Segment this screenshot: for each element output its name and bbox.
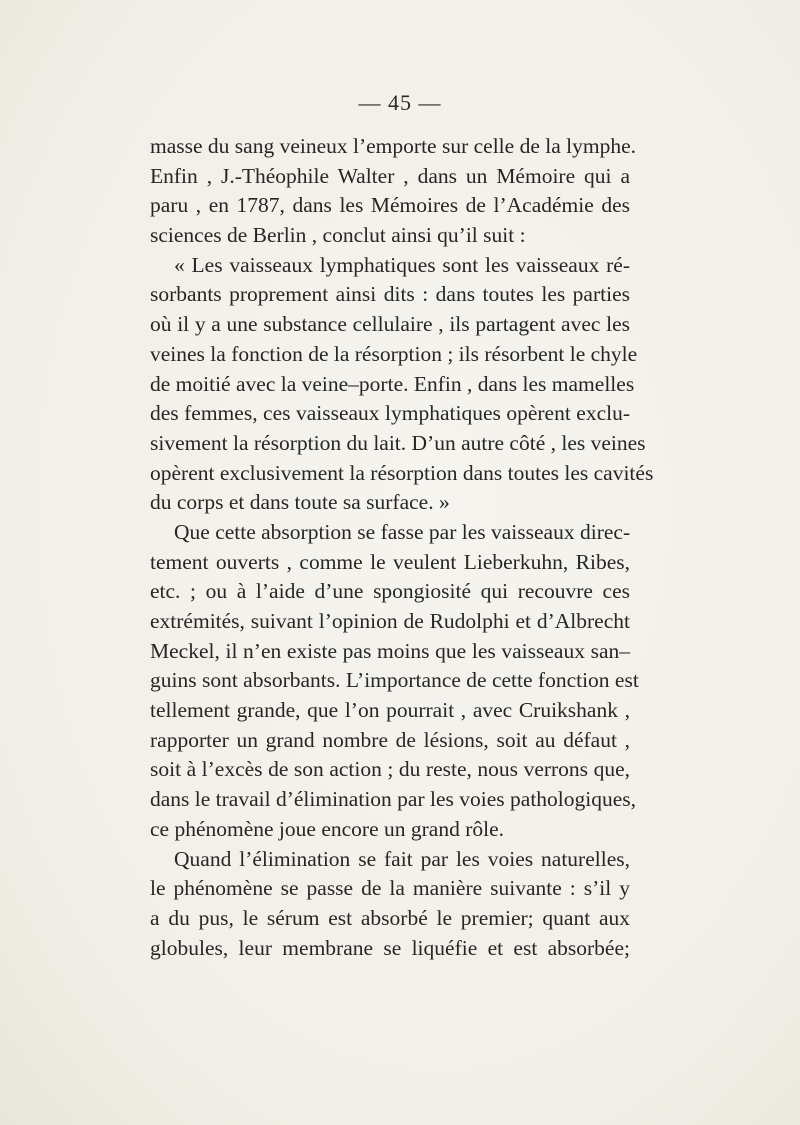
text-line: a du pus, le sérum est absorbé le premier; quant aux xyxy=(150,905,630,930)
text-line: tement ouverts , comme le veulent Lieberkuhn, Ribes, xyxy=(150,549,630,574)
text-line: tellement grande, que l’on pourrait , avec Cruikshank , xyxy=(150,698,630,723)
text-line: sciences de Berlin , conclut ainsi qu’il suit : xyxy=(150,223,526,248)
text-line: dans le travail d’élimination par les voies pathologiques, xyxy=(150,787,637,812)
text-line: paru , en 1787, dans les Mémoires de l’Académie des xyxy=(150,193,630,218)
text-line: globules, leur membrane se liquéfie et est absorbée; xyxy=(150,935,630,960)
text-line: Enfin , J.-Théophile Walter , dans un Mémoire qui a xyxy=(150,163,630,188)
body-text xyxy=(150,132,654,963)
text-line: Que cette absorption se fasse par les vaisseaux direc- xyxy=(174,519,631,544)
text-line: Quand l’élimination se fait par les voies naturelles, xyxy=(174,846,630,871)
text-line: Meckel, il n’en existe pas moins que les vaisseaux san– xyxy=(150,638,630,663)
text-line: des femmes, ces vaisseaux lymphatiques opèrent exclu- xyxy=(150,401,630,426)
text-line: sivement la résorption du lait. D’un autre côté , les veines xyxy=(150,430,646,455)
text-line: le phénomène se passe de la manière suivante : s’il y xyxy=(150,876,630,901)
text-line: opèrent exclusivement la résorption dans toutes les cavités xyxy=(150,460,654,485)
text-line: etc. ; ou à l’aide d’une spongiosité qui recouvre ces xyxy=(150,579,630,604)
text-line: du corps et dans toute sa surface. » xyxy=(150,490,450,515)
text-line: « Les vaisseaux lymphatiques sont les vaisseaux ré- xyxy=(174,252,630,277)
text-line: masse du sang veineux l’emporte sur celle de la lymphe. xyxy=(150,134,636,158)
page-number: — 45 — xyxy=(358,90,442,115)
text-line: de moitié avec la veine–porte. Enfin , dans les mamelles xyxy=(150,371,635,396)
text-line: veines la fonction de la résorption ; ils résorbent le chyle xyxy=(150,341,638,366)
text-line: extrémités, suivant l’opinion de Rudolphi et d’Albrecht xyxy=(150,609,630,633)
text-line: rapporter un grand nombre de lésions, soit au défaut , xyxy=(150,727,630,752)
text-line: guins sont absorbants. L’importance de cette fonction est xyxy=(150,668,639,693)
text-line: sorbants proprement ainsi dits : dans toutes les parties xyxy=(150,282,630,307)
text-line: soit à l’excès de son action ; du reste, nous verrons que, xyxy=(150,757,630,782)
text-line: ce phénomène joue encore un grand rôle. xyxy=(150,816,504,841)
text-line: où il y a une substance cellulaire , ils partagent avec les xyxy=(150,312,630,337)
